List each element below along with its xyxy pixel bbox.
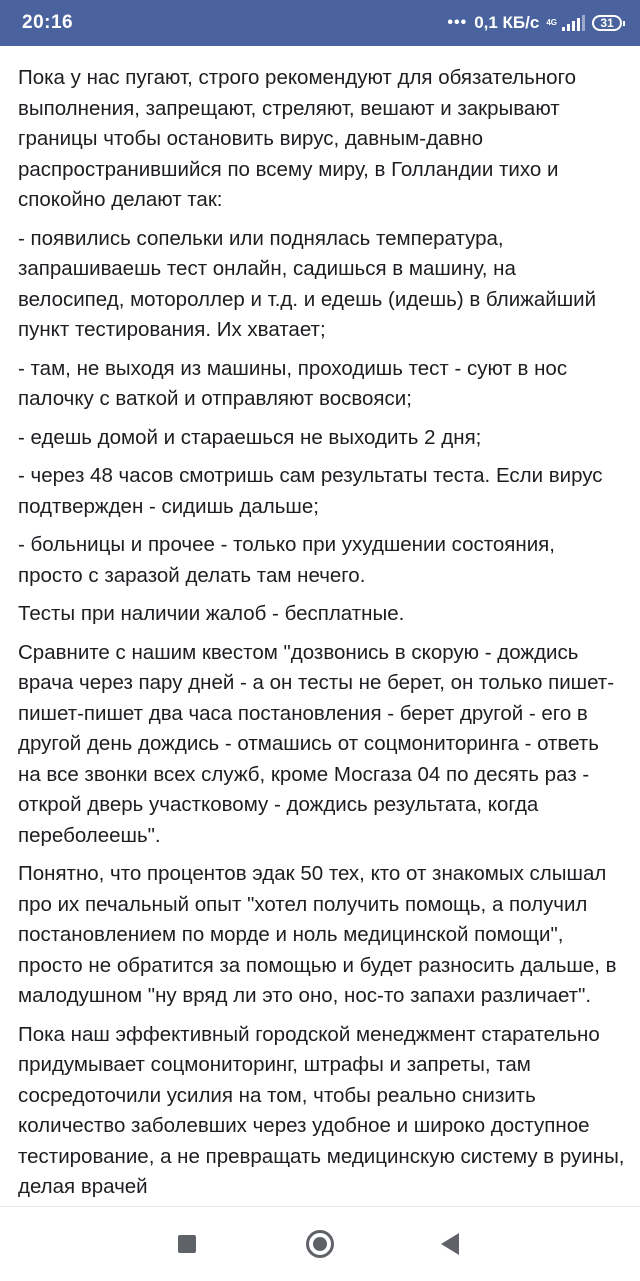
status-time: 20:16 xyxy=(22,12,74,33)
notification-dots: ••• xyxy=(447,14,468,31)
battery-level: 31 xyxy=(600,16,614,30)
post-paragraph: Сравните с нашим квестом "дозвонись в скорую - дождись врача через пару дней - а он тесты не берет, он только пишет-пишет-пишет два часа постановления - берет другой - его в другой день дождись - отмашись от соцмониторинга - ответь на все звонки всех служб, кроме Мосгаза 04 по десять раз - открой дверь участковому - дождись результата, когда переболеешь". xyxy=(18,640,615,847)
recents-button[interactable] xyxy=(127,1207,247,1281)
post-paragraph: - больницы и прочее - только при ухудшении состояния, просто с заразой делать там нечего. xyxy=(18,533,555,587)
post-paragraph: Тесты при наличии жалоб - бесплатные. xyxy=(18,602,405,625)
square-icon xyxy=(178,1235,196,1253)
network-speed: 0,1 КБ/с xyxy=(474,13,540,32)
navigation-bar xyxy=(0,1206,640,1281)
post-paragraph: Пока у нас пугают, строго рекомендуют для обязательного выполнения, запрещают, стреляют, вешают и закрывают границы чтобы остановить вирус, давным-давно распространившийся по всему миру, в Голландии тихо и спокойно делают так: xyxy=(18,66,577,211)
network-type-badge: 4G xyxy=(546,18,557,27)
signal-icon xyxy=(562,15,585,31)
post-paragraph: - появились сопельки или поднялась температура, запрашиваешь тест онлайн, садишься в машину, на велосипед, мотороллер и т.д. и едешь (идешь) в ближайший пункт тестирования. Их хватает; xyxy=(18,226,597,341)
post-paragraph: - едешь домой и стараешься не выходить 2 дня; xyxy=(18,425,482,449)
post-paragraph: Понятно, что процентов эдак 50 тех, кто от знакомых слышал про их печальный опыт "хотел получить помощь, а получил постановлением по морде и ноль медицинской помощи", просто не обратится за помощью и будет разносить дальше, в малодушном "ну вряд ли это оно, нос-то запахи различает". xyxy=(18,862,617,1007)
back-button[interactable] xyxy=(390,1207,510,1281)
post-content[interactable] xyxy=(0,46,640,1206)
status-bar xyxy=(0,0,640,46)
circle-icon xyxy=(306,1230,334,1258)
home-button[interactable] xyxy=(260,1207,380,1281)
post-paragraph: Пока наш эффективный городской менеджмент старательно придумывает соцмониторинг, штрафы и запреты, там сосредоточили усилия на том, чтобы реально снизить количество заболевших через удобное и широко доступное тестирование, а не превращать медицинскую систему в руины, делая врачей xyxy=(18,1022,625,1198)
post-paragraph: - там, не выходя из машины, проходишь тест - суют в нос палочку с ваткой и отправляют восвояси; xyxy=(18,356,568,410)
battery-icon xyxy=(592,15,622,31)
triangle-back-icon xyxy=(441,1233,459,1255)
post-paragraph: - через 48 часов смотришь сам результаты теста. Если вирус подтвержден - сидишь дальше; xyxy=(18,464,603,518)
status-indicators xyxy=(447,13,622,33)
